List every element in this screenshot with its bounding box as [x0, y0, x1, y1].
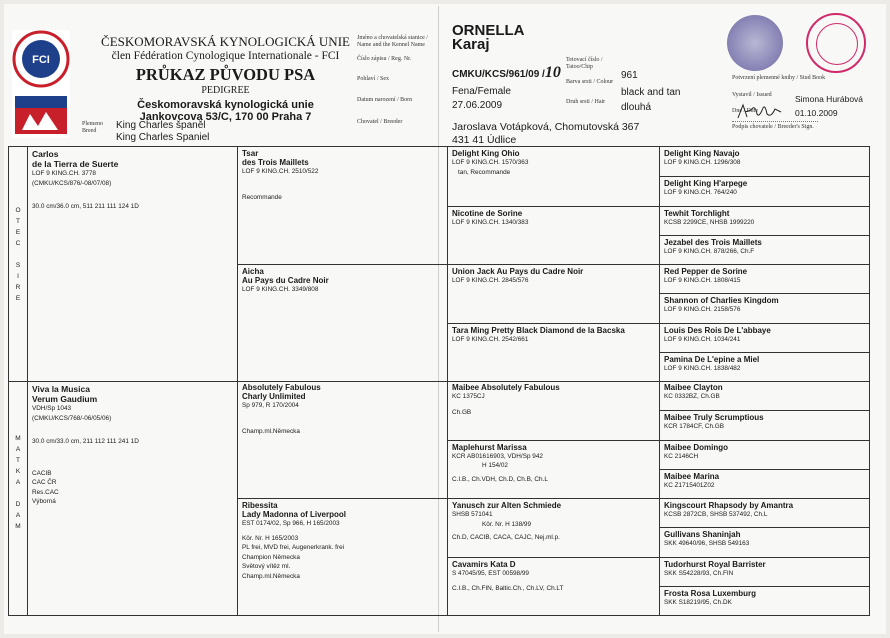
name-label: Jméno a chovatelská stanice / Name and the Kennel Name [357, 35, 428, 48]
document-subtitle: PEDIGREE [201, 85, 250, 96]
breeder-city: 431 41 Údlice [452, 134, 517, 146]
dam-titles: CACIB CAC ČR Res.CAC Výborná [32, 469, 59, 505]
great-grandparent-note: C.I.B., Ch.FIN, Baltic.Ch., Ch.LV, Ch.LT [452, 585, 564, 592]
gen4-ancestor-cell [660, 381, 869, 410]
cmku-fci-logo [12, 30, 70, 138]
sex-label: Pohlaví / Sex [357, 76, 390, 82]
great-grandparent-reg: KCR AB01616903, VDH/Sp 942 [452, 452, 543, 460]
born-label: Datum narození / Born [357, 97, 413, 103]
gen4-ancestor-cell [660, 264, 869, 293]
gen4-ancestor-reg: LOF 9 KING.CH. 1838/482 [664, 364, 741, 372]
gen4-ancestor-name: Delight King H'arpege [664, 179, 748, 189]
gen4-ancestor-reg: KCSB 2872CB, SHSB 537492, Ch.L [664, 511, 768, 518]
gen4-ancestor-reg: SKK S18219/95, Ch.DK [664, 598, 732, 606]
gen4-ancestor-cell [660, 469, 869, 498]
dog-kennel: Karaj [452, 36, 490, 53]
signature-line [732, 121, 818, 122]
gen4-ancestor-cell [660, 206, 869, 235]
hair-value: dlouhá [621, 102, 652, 113]
great-grandparent-reg: LOF 9 KING.CH. 2845/576 [452, 277, 529, 284]
grandparent-cell [238, 381, 447, 498]
great-grandparent-cell [448, 147, 659, 206]
gen4-ancestor-cell [660, 352, 869, 381]
gen4-ancestor-reg: LOF 9 KING.CH. 878/266, Ch.F [664, 247, 755, 255]
grandparent-name-line1: Aicha [242, 267, 264, 276]
registration-number: CMKU/KCS/961/09 /10 [452, 64, 561, 81]
gen4-ancestor-cell [660, 147, 869, 176]
gen4-ancestor-name: Maibee Truly Scrumptious [664, 413, 764, 423]
sire-name-line2: de la Tierra de Suerte [32, 159, 119, 169]
grandparent-name-line2: des Trois Maillets [242, 158, 309, 167]
gen4-ancestor-reg: KC 0332BZ, Ch.GB [664, 393, 720, 400]
gen4-ancestor-reg: SKK 49640/96, SHSB 549163 [664, 540, 750, 548]
great-grandparent-name: Tara Ming Pretty Black Diamond de la Bacska [452, 325, 625, 335]
gen4-ancestor-reg: SKK S54228/93, Ch.FIN [664, 569, 734, 577]
great-grandparent-reg: KC 1375CJ [452, 393, 485, 400]
tattoo-value: 961 [621, 70, 638, 81]
gen4-ancestor-cell [660, 176, 869, 205]
colour-label: Barva srsti / Colour [566, 79, 614, 85]
great-grandparent-name: Yanusch zur Alten Schmiede [452, 501, 562, 510]
great-grandparent-cell [448, 440, 659, 499]
grandparent-reg: Sp 979, R 170/2004 [242, 402, 299, 409]
great-grandparent-name: Maibee Absolutely Fabulous [452, 383, 560, 392]
great-grandparent-reg: SHSB 571041 [452, 511, 493, 518]
great-grandparent-name: Nicotine de Sorine [452, 208, 523, 218]
breed-value-en: King Charles Spaniel [116, 132, 210, 143]
gen4-ancestor-reg: KC 2146CH [664, 452, 699, 460]
grandparent-cell [238, 147, 447, 264]
great-grandparent-cell [448, 381, 659, 440]
dog-name: ORNELLA [452, 22, 525, 39]
issue-date: 01.10.2009 [795, 108, 838, 118]
grandparent-cell [238, 264, 447, 381]
great-grandparent-note: Ch.GB [452, 408, 472, 416]
gen4-ancestor-name: Jezabel des Trois Maillets [664, 237, 762, 247]
gen4-ancestor-reg: LOF 9 KING.CH. 1296/308 [664, 159, 741, 166]
gen4-ancestor-reg: KCR 1784CF, Ch.GB [664, 423, 725, 431]
signature [735, 100, 785, 122]
org-address-line1: Českomoravská kynologická unie [137, 99, 314, 111]
sire-cell [28, 147, 237, 381]
great-grandparent-name: Delight King Ohio [452, 149, 520, 158]
dam-measure: 30.0 cm/33.0 cm, 211 112 111 241 1D [32, 438, 139, 445]
great-grandparent-reg: LOF 9 KING.CH. 2542/661 [452, 335, 529, 343]
great-grandparent-reg2: Kör. Nr. H 138/99 [482, 520, 532, 528]
gen4-ancestor-cell [660, 557, 869, 586]
grandparent-reg: LOF 9 KING.CH. 2510/522 [242, 168, 319, 175]
gen4-ancestor-reg: LOF 9 KING.CH. 1034/241 [664, 335, 741, 343]
grandparent-name-line1: Absolutely Fabulous [242, 383, 321, 392]
great-grandparent-reg: LOF 9 KING.CH. 1340/383 [452, 218, 529, 226]
gen4-ancestor-name: Tewhit Torchlight [664, 208, 730, 218]
gen4-ancestor-name: Pamina De L'epine a Miel [664, 354, 760, 364]
colour-value: black and tan [621, 87, 681, 98]
org-member: člen Fédération Cynologique Internationale - FCI [111, 50, 340, 62]
great-grandparent-reg2: H 154/02 [482, 462, 508, 469]
dam-name-line1: Viva la Musica [32, 384, 90, 394]
breed-label: Plemeno Breed [82, 121, 103, 134]
dam-reg2: (CMKU/KCS/768/-06/05/06) [32, 414, 112, 422]
great-grandparent-name: Maplehurst Marissa [452, 442, 527, 452]
gen4-ancestor-reg: KC Z1715401Z02 [664, 481, 715, 489]
breeder-name: Jaroslava Votápková, Chomutovská 367 [452, 121, 640, 133]
great-grandparent-note: Ch.D, CACIB, CACA, CAJC, Nej.ml.p. [452, 534, 560, 541]
gen4-ancestor-cell [660, 586, 869, 615]
gen4-ancestor-name: Kingscourt Rhapsody by Amantra [664, 501, 794, 510]
dam-name-line2: Verum Gaudium [32, 394, 98, 404]
hair-label: Druh srsti / Hair [566, 99, 606, 105]
studbook-round-stamp [806, 13, 866, 73]
dam-cell [28, 382, 237, 616]
gen4-ancestor-cell [660, 323, 869, 352]
grandparent-note: Recommande [242, 193, 282, 201]
dog-sex: Fena/Female [452, 86, 511, 97]
gen4-ancestor-reg: LOF 9 KING.CH. 2158/576 [664, 306, 741, 314]
org-address-line2: Jankovcova 53/C, 170 00 Praha 7 [139, 111, 312, 123]
issued-by: Simona Hurábová [795, 94, 864, 104]
breed-value-cz: King Charles španěl [116, 120, 206, 131]
sire-reg2: (CMKU/KCS/876/-08/07/08) [32, 179, 112, 187]
gen4-ancestor-reg: LOF 9 KING.CH. 764/240 [664, 189, 737, 197]
great-grandparent-reg: LOF 9 KING.CH. 1570/363 [452, 159, 529, 166]
tattoo-label: Tetovací číslo / Tatoo/Chip [566, 57, 603, 70]
grandparent-cell [238, 498, 447, 615]
gen4-ancestor-name: Maibee Marina [664, 471, 720, 481]
gen4-ancestor-name: Maibee Domingo [664, 442, 729, 452]
gen4-ancestor-name: Frosta Rosa Luxemburg [664, 588, 757, 598]
gen4-ancestor-name: Louis Des Rois De L'abbaye [664, 325, 771, 335]
sign-label: Podpis chovatele / Breeder's Sign. [732, 124, 814, 130]
grandparent-reg: EST 0174/02, Sp 966, H 165/2003 [242, 520, 340, 527]
grandparent-note: Champ.ml.Německa [242, 427, 300, 435]
organization-header [98, 34, 353, 123]
grandparent-name-line1: Ribessita [242, 501, 278, 510]
gen4-ancestor-name: Maibee Clayton [664, 383, 723, 392]
sire-side-label: O T E C S I R E [15, 207, 21, 302]
studbook-hologram-stamp [727, 15, 783, 71]
document-title: PRŮKAZ PŮVODU PSA [135, 65, 316, 84]
great-grandparent-note: tan, Recommande [458, 168, 511, 176]
gen4-ancestor-reg: KCSB 2299CE, NHSB 1999220 [664, 218, 755, 226]
issued-label: Vystavil / Issued [732, 92, 772, 98]
pedigree-grid [8, 146, 870, 616]
great-grandparent-cell [448, 323, 659, 382]
gen4-ancestor-name: Red Pepper de Sorine [664, 267, 748, 276]
gen4-ancestor-cell [660, 440, 869, 469]
sire-reg: LOF 9 KING.CH. 3778 [32, 170, 96, 177]
org-name: ČESKOMORAVSKÁ KYNOLOGICKÁ UNIE [101, 34, 350, 49]
gen4-ancestor-cell [660, 293, 869, 322]
date-label: Dne / Date [732, 108, 758, 114]
grandparent-reg: LOF 9 KING.CH. 3349/808 [242, 286, 319, 293]
gen4-ancestor-name: Tudorhurst Royal Barrister [664, 559, 766, 569]
sire-name-line1: Carlos [32, 149, 59, 159]
dam-reg: VDH/Sp 1043 [32, 405, 72, 412]
dam-side-label: M A T K A D A M [15, 435, 21, 530]
grandparent-name-line2: Charly Unlimited [242, 392, 306, 401]
great-grandparent-cell [448, 557, 659, 616]
gen4-ancestor-cell [660, 410, 869, 439]
grandparent-name-line1: Tsar [242, 149, 259, 158]
gen4-ancestor-cell [660, 235, 869, 264]
reg-label: Číslo zápisu / Reg. Nr. [357, 56, 412, 62]
great-grandparent-name: Cavamirs Kata D [452, 559, 516, 569]
registration-handwritten-suffix: 10 [544, 64, 561, 81]
gen4-ancestor-reg: LOF 9 KING.CH. 1808/415 [664, 277, 741, 284]
great-grandparent-cell [448, 264, 659, 323]
logo-fci-text: FCI [32, 54, 50, 66]
great-grandparent-cell [448, 206, 659, 265]
grandparent-name-line2: Au Pays du Cadre Noir [242, 276, 329, 285]
gen4-ancestor-name: Gullivans Shaninjah [664, 530, 741, 540]
gen4-ancestor-name: Shannon of Charlies Kingdom [664, 296, 779, 306]
great-grandparent-note: C.I.B., Ch.VDH, Ch.D, Ch.B, Ch.L [452, 475, 548, 483]
grandparent-note: Kör. Nr. H 165/2003 PL frei, MVD frei, Augenerkrank. frei Champion Německa Světový vítěz ml. Champ.ml.Německa [242, 534, 345, 580]
great-grandparent-name: Union Jack Au Pays du Cadre Noir [452, 267, 584, 276]
sire-measure: 30.0 cm/36.0 cm, 511 211 111 124 1D [32, 203, 139, 210]
gen4-ancestor-name: Delight King Navajo [664, 149, 740, 158]
gen4-ancestor-cell [660, 498, 869, 527]
studbook-title: Potvrzení plemenné knihy / Stud Book [732, 75, 826, 81]
great-grandparent-reg: S 47045/95, EST 00598/99 [452, 569, 529, 577]
gen4-ancestor-cell [660, 527, 869, 556]
grandparent-name-line2: Lady Madonna of Liverpool [242, 510, 347, 519]
dog-born: 27.06.2009 [452, 100, 503, 111]
breeder-label: Chovatel / Breeder [357, 119, 403, 125]
great-grandparent-cell [448, 498, 659, 557]
